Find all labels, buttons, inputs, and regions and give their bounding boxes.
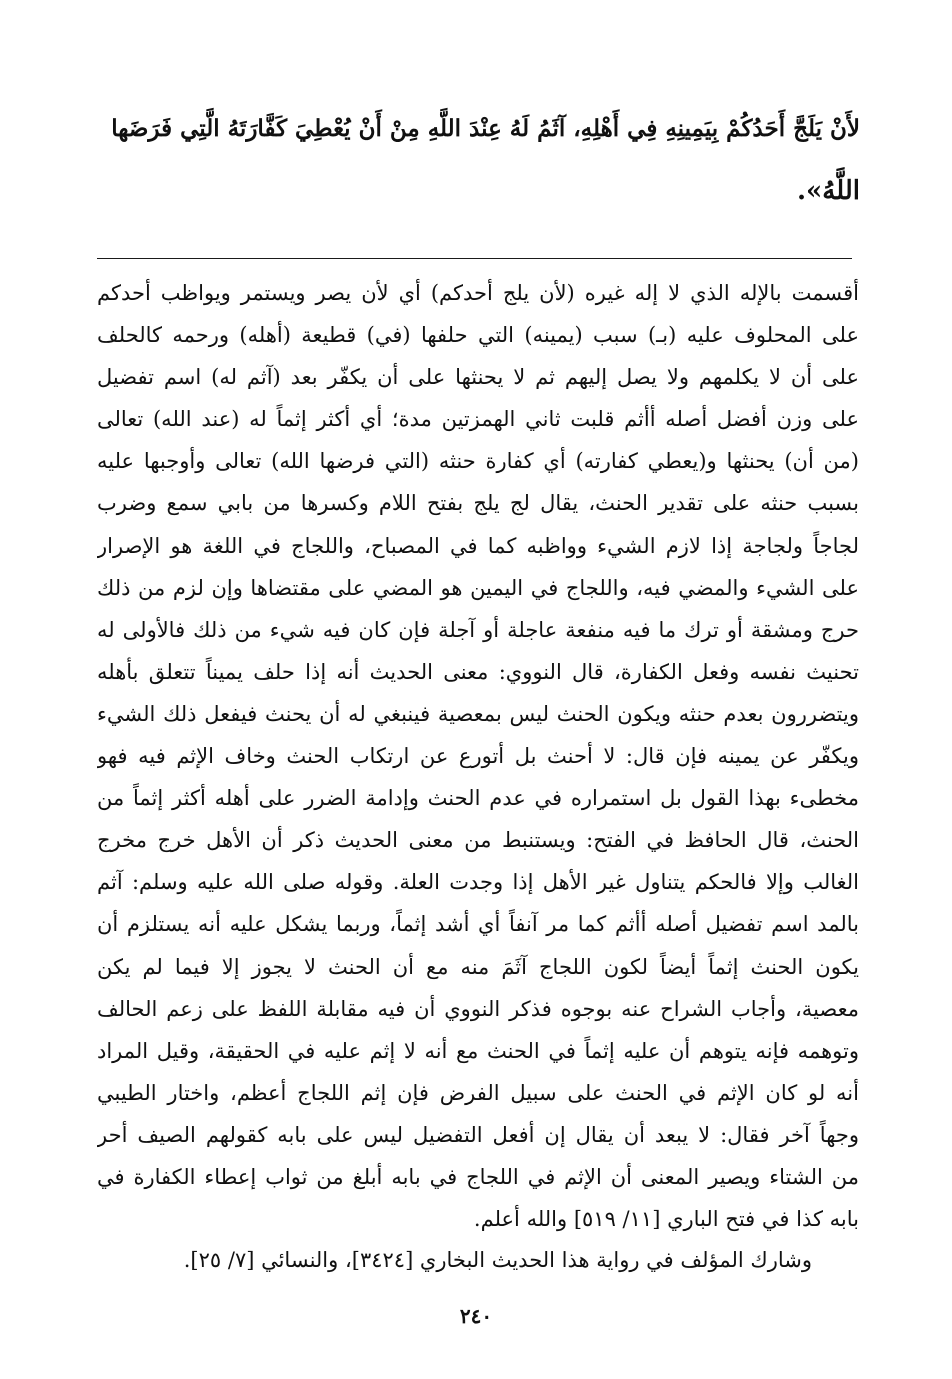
commentary-line: على أن لا يكلمهم ولا يصل إليهم ثم لا يحنثها على أن يكفّر بعد (آثم له) اسم تفضيل bbox=[97, 365, 859, 390]
hadith-line: اللَّهُ». bbox=[797, 176, 860, 206]
hadith-text bbox=[98, 98, 860, 222]
page-number: ٢٤٠ bbox=[459, 1304, 493, 1328]
commentary-line: على وزن أفضل أصله أأثم قلبت ثاني الهمزتين مدة؛ أي أكثر إثماً له (عند الله) تعالى bbox=[97, 407, 859, 432]
commentary-line: الغالب وإلا فالحكم يتناول غير الأهل إذا وجدت العلة. وقوله صلى الله عليه وسلم: آثم bbox=[97, 870, 859, 895]
commentary-line: ويكفّر عن يمينه فإن قال: لا أحنث بل أتورع عن ارتكاب الحنث وخاف الإثم فيه فهو bbox=[97, 744, 859, 769]
commentary-line: يكون الحنث إثماً أيضاً لكون اللجاج آثَمَ منه مع أن الحنث لا يجوز إلا فيما لم يكن bbox=[97, 954, 859, 979]
commentary-text bbox=[97, 272, 859, 1240]
commentary-line: بابه كذا في فتح الباري [١١/ ٥١٩] والله أعلم. bbox=[473, 1207, 859, 1232]
commentary-line: لجاجاً ولجاجة إذا لازم الشيء وواظبه كما في المصباح، واللجاج في اللغة هو الإصرار bbox=[97, 533, 859, 558]
commentary-line: وجهاً آخر فقال: لا يبعد أن يقال إن أفعل التفضيل ليس على بابه كقولهم الصيف أحر bbox=[97, 1122, 859, 1147]
commentary-line: الحنث، قال الحافظ في الفتح: ويستنبط من معنى الحديث ذكر أن الأهل خرج مخرج bbox=[97, 828, 859, 853]
commentary-line: بسبب حنثه على تقدير الحنث، يقال لج يلج بفتح اللام وكسرها من بابي سمع وضرب bbox=[97, 491, 859, 516]
source-footnote: وشارك المؤلف في رواية هذا الحديث البخاري [٣٤٢٤]، والنسائي [٧/ ٢٥]. bbox=[183, 1248, 812, 1272]
commentary-line: (من أن) يحنثها و(يعطي كفارته) أي كفارة حنثه (التي فرضها الله) تعالى وأوجبها عليه bbox=[97, 449, 859, 474]
footnote-divider bbox=[97, 258, 852, 259]
commentary-line: على الشيء والمضي فيه، واللجاج في اليمين هو المضي على مقتضاها وإن لزم من ذلك bbox=[97, 575, 859, 600]
commentary-line: بالمد اسم تفضيل أصله أأثم كما مر آنفاً أي أشد إثماً، وربما يشكل عليه أنه يستلزم أن bbox=[97, 912, 859, 937]
commentary-line: حرج ومشقة أو ترك ما فيه منفعة عاجلة أو آجلة فإن كان فيه شيء من ذلك فالأولى له bbox=[97, 617, 859, 642]
commentary-line: ويتضررون بعدم حنثه ويكون الحنث ليس بمعصية فينبغي له أن يحنث فيفعل ذلك الشيء bbox=[97, 701, 859, 726]
commentary-line: تحنيث نفسه وفعل الكفارة، قال النووي: معنى الحديث أنه إذا حلف يميناً تتعلق بأهله bbox=[97, 659, 859, 684]
commentary-line: مخطىء بهذا القول بل استمراره في عدم الحنث وإدامة الضرر على أهله أكثر إثماً من bbox=[97, 786, 859, 811]
commentary-line: أنه لو كان الإثم في الحنث على سبيل الفرض فإن إثم اللجاج أعظم، واختار الطيبي bbox=[97, 1080, 859, 1105]
commentary-line: على المحلوف عليه (بـ) سبب (يمينه) التي حلفها (في) قطيعة (أهله) ورحمه كالحلف bbox=[97, 323, 859, 348]
hadith-line: لأَنْ يَلَجَّ أَحَدُكُمْ بِيَمِينِهِ فِي أَهْلِهِ، آثَمُ لَهُ عِنْدَ اللَّهِ مِنْ أَنْ يُعْطِيَ كَفَّارَتَهُ الَّتِي فَرَضَها bbox=[111, 115, 860, 142]
commentary-line: أقسمت بالإله الذي لا إله غيره (لأن يلج أحدكم) أي لأن يصر ويستمر ويواظب أحدكم bbox=[97, 281, 859, 305]
commentary-line: من الشتاء ويصير المعنى أن الإثم في اللجاج في بابه أبلغ من ثواب إعطاء الكفارة في bbox=[97, 1164, 859, 1189]
commentary-line: وتوهمه فإنه يتوهم أن عليه إثماً في الحنث مع أنه لا إثم عليه في الحقيقة، وقيل المراد bbox=[97, 1038, 859, 1063]
commentary-line: معصية، وأجاب الشراح عنه بوجوه فذكر النووي أن فيه مقابلة اللفظ على زعم الحالف bbox=[97, 996, 859, 1021]
